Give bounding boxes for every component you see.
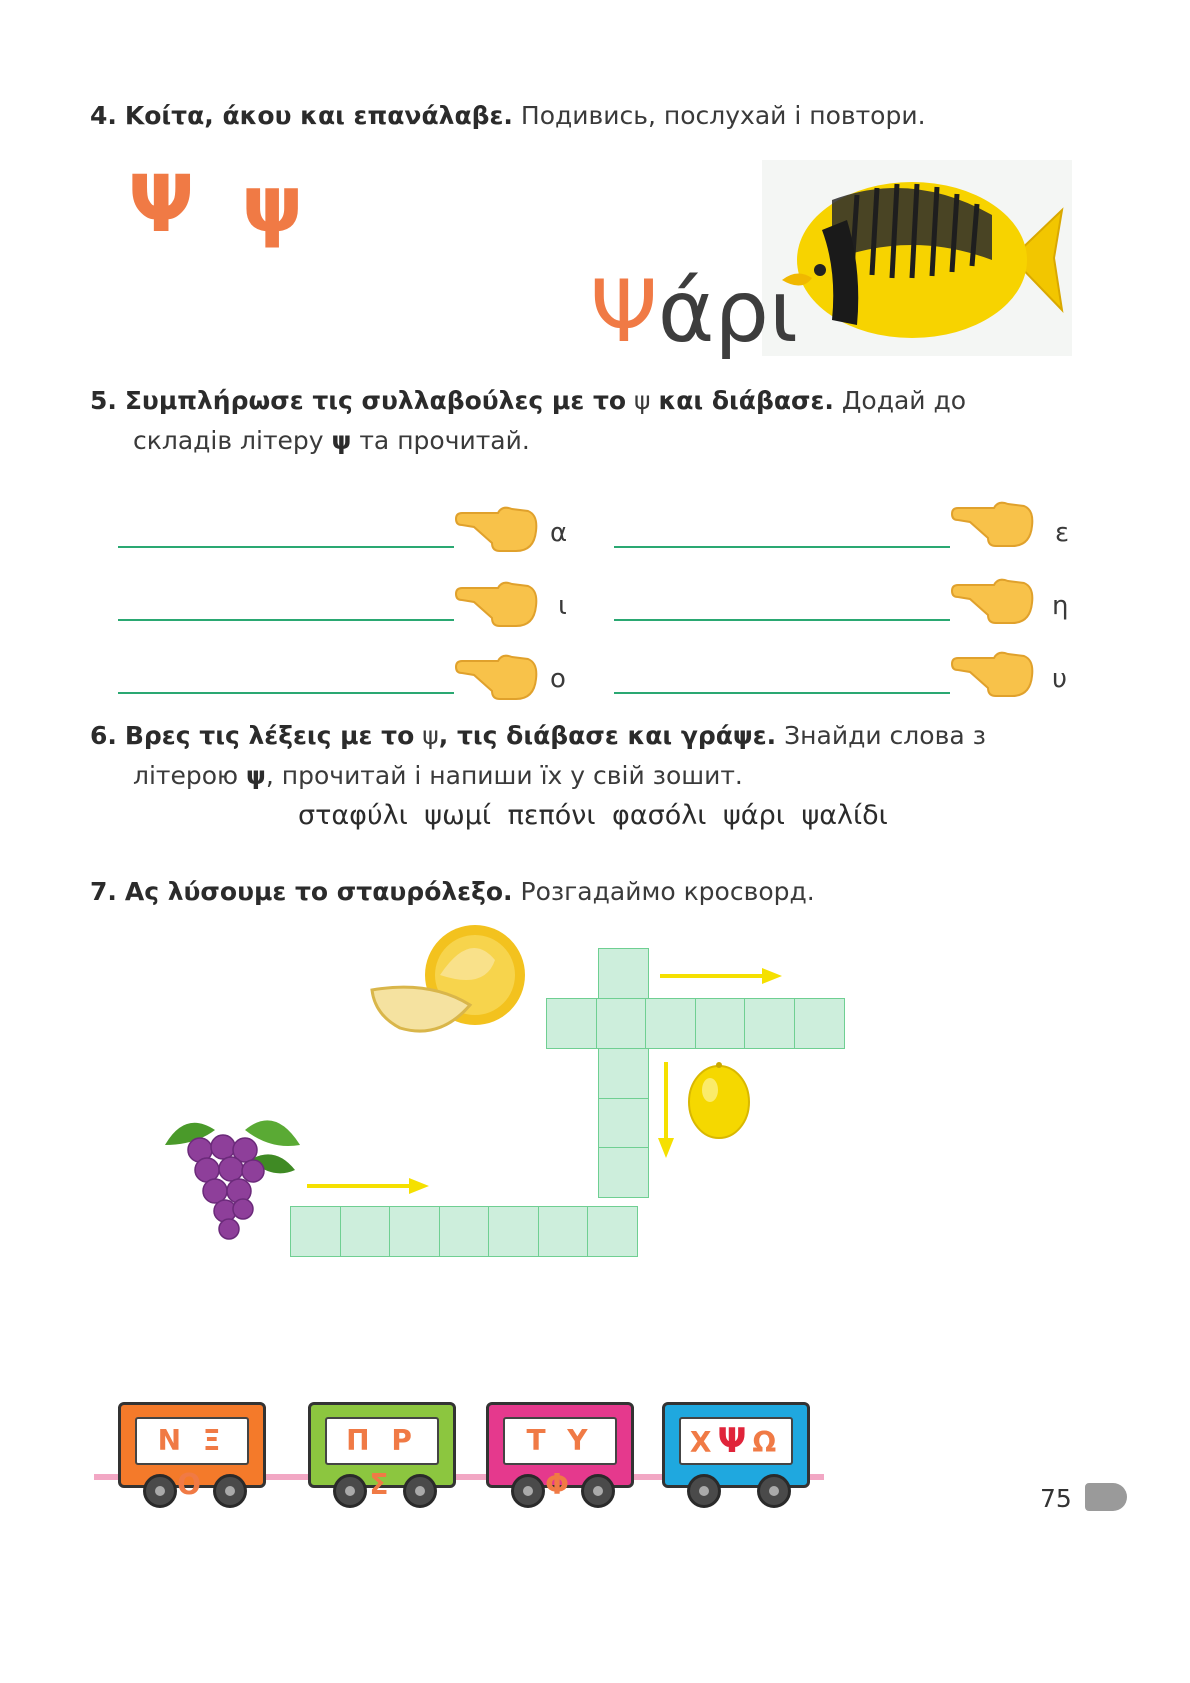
letter-psi-highlight: Ψ: [717, 1421, 753, 1461]
task-title-greek-end: και διάβασε.: [658, 386, 834, 415]
wheel: [213, 1474, 247, 1508]
crossword-cell[interactable]: [587, 1206, 638, 1257]
arrow-icon: [305, 1176, 431, 1196]
syllable-eta: η: [1052, 591, 1069, 621]
task-title-greek-end: , τις διάβασε και γράψε.: [438, 721, 777, 750]
task-title-ukrainian-3: , прочитай і напиши їх у свій зошит.: [265, 761, 743, 790]
write-line[interactable]: [118, 546, 454, 548]
train-wagon-1: [118, 1402, 266, 1501]
page-number: 75: [1040, 1484, 1072, 1513]
crossword-cell[interactable]: [794, 998, 845, 1049]
wagon-letters: Ν Ξ Ο: [135, 1417, 249, 1465]
write-line[interactable]: [614, 546, 950, 548]
write-line[interactable]: [118, 692, 454, 694]
psi-letter-bold: ψ: [246, 761, 266, 790]
crossword-row-grapes: [290, 1206, 637, 1256]
letter-chi: Χ: [689, 1426, 718, 1459]
task-number: 6.: [90, 721, 117, 750]
crossword-cell[interactable]: [596, 998, 647, 1049]
task-7-heading: [90, 872, 815, 912]
pointing-hand-icon: [950, 575, 1034, 627]
pointing-hand-icon: [950, 498, 1034, 550]
wheel: [143, 1474, 177, 1508]
crossword-cell[interactable]: [744, 998, 795, 1049]
word-rest: άρι: [657, 262, 799, 362]
pointing-hand-icon: [950, 648, 1034, 700]
task-title-greek: Βρες τις λέξεις με το: [124, 721, 415, 750]
crossword-cell[interactable]: [598, 948, 649, 999]
melon-image: [370, 920, 530, 1040]
wagon-letters: Τ Υ Φ: [503, 1417, 617, 1465]
crossword-cell[interactable]: [598, 1147, 649, 1198]
task-number: 5.: [90, 386, 117, 415]
crossword-cell[interactable]: [488, 1206, 539, 1257]
task-title-ukrainian: Розгадаймо кросворд.: [520, 877, 815, 906]
wheel: [581, 1474, 615, 1508]
task-title-ukrainian: Додай до: [841, 386, 967, 415]
syllable-upsilon: υ: [1052, 664, 1068, 694]
wheel: [757, 1474, 791, 1508]
task-5-heading: [90, 381, 966, 461]
page-tab: [1085, 1483, 1127, 1511]
crossword-column-lemon: [598, 1048, 648, 1197]
crossword-cell[interactable]: [340, 1206, 391, 1257]
psi-letter: ψ: [634, 386, 651, 415]
task-number: 4.: [90, 101, 117, 130]
crossword-cell[interactable]: [598, 1098, 649, 1149]
crossword-cell[interactable]: [645, 998, 696, 1049]
grapes-image: [155, 1105, 305, 1245]
task-title-greek: Συμπλήρωσε τις συλλαβούλες με το: [124, 386, 627, 415]
lemon-image: [686, 1060, 752, 1142]
crossword-cell[interactable]: [538, 1206, 589, 1257]
syllable-alpha: α: [550, 518, 568, 548]
crossword-cell[interactable]: [695, 998, 746, 1049]
crossword-cell[interactable]: [290, 1206, 341, 1257]
write-line[interactable]: [614, 692, 950, 694]
task-number: 7.: [90, 877, 117, 906]
wheel: [511, 1474, 545, 1508]
wheel: [687, 1474, 721, 1508]
train-wagon-4: [662, 1402, 810, 1488]
syllable-epsilon: ε: [1055, 518, 1070, 548]
word-first-letter: Ψ: [590, 262, 658, 362]
word-list: σταφύλι ψωμί πεπόνι φασόλι ψάρι ψαλίδι: [298, 800, 888, 831]
psi-letter: ψ: [422, 721, 439, 750]
task-6-heading: [90, 716, 986, 796]
task-title-ukrainian: Знайди слова з: [784, 721, 986, 750]
task-4-heading: [90, 96, 926, 136]
task-title-ukrainian-2: складів літеру: [133, 426, 324, 455]
pointing-hand-icon: [454, 503, 538, 555]
write-line[interactable]: [118, 619, 454, 621]
task-title-ukrainian-2: літерою: [133, 761, 239, 790]
letter-omega: Ω: [752, 1426, 783, 1459]
task-title-greek: Ας λύσουμε το σταυρόλεξο.: [124, 877, 513, 906]
arrow-icon: [656, 1060, 676, 1160]
crossword-row-melon: [546, 998, 843, 1048]
fish-image: [762, 160, 1072, 356]
syllable-iota: ι: [558, 591, 567, 621]
psi-letter-bold: ψ: [331, 426, 352, 455]
pointing-hand-icon: [454, 578, 538, 630]
write-line[interactable]: [614, 619, 950, 621]
wheel: [403, 1474, 437, 1508]
wheel: [333, 1474, 367, 1508]
wagon-letters: Π Ρ Σ: [325, 1417, 439, 1465]
train-wagon-2: [308, 1402, 456, 1501]
crossword-top-column: [598, 948, 648, 998]
crossword-cell[interactable]: [439, 1206, 490, 1257]
crossword-cell[interactable]: [546, 998, 597, 1049]
arrow-icon: [658, 966, 784, 986]
task-title-ukrainian: Подивись, послухай і повтори.: [520, 101, 926, 130]
task-title-greek: Κοίτα, άκου και επανάλαβε.: [124, 101, 513, 130]
wagon-letters: [679, 1417, 793, 1465]
pointing-hand-icon: [454, 651, 538, 703]
train-wagon-3: [486, 1402, 634, 1501]
psi-letters: Ψ ψ: [128, 160, 314, 250]
crossword-cell[interactable]: [389, 1206, 440, 1257]
word-psari: [590, 262, 798, 362]
task-title-ukrainian-3: та прочитай.: [359, 426, 530, 455]
syllable-omicron: ο: [550, 664, 566, 694]
crossword-cell[interactable]: [598, 1048, 649, 1099]
